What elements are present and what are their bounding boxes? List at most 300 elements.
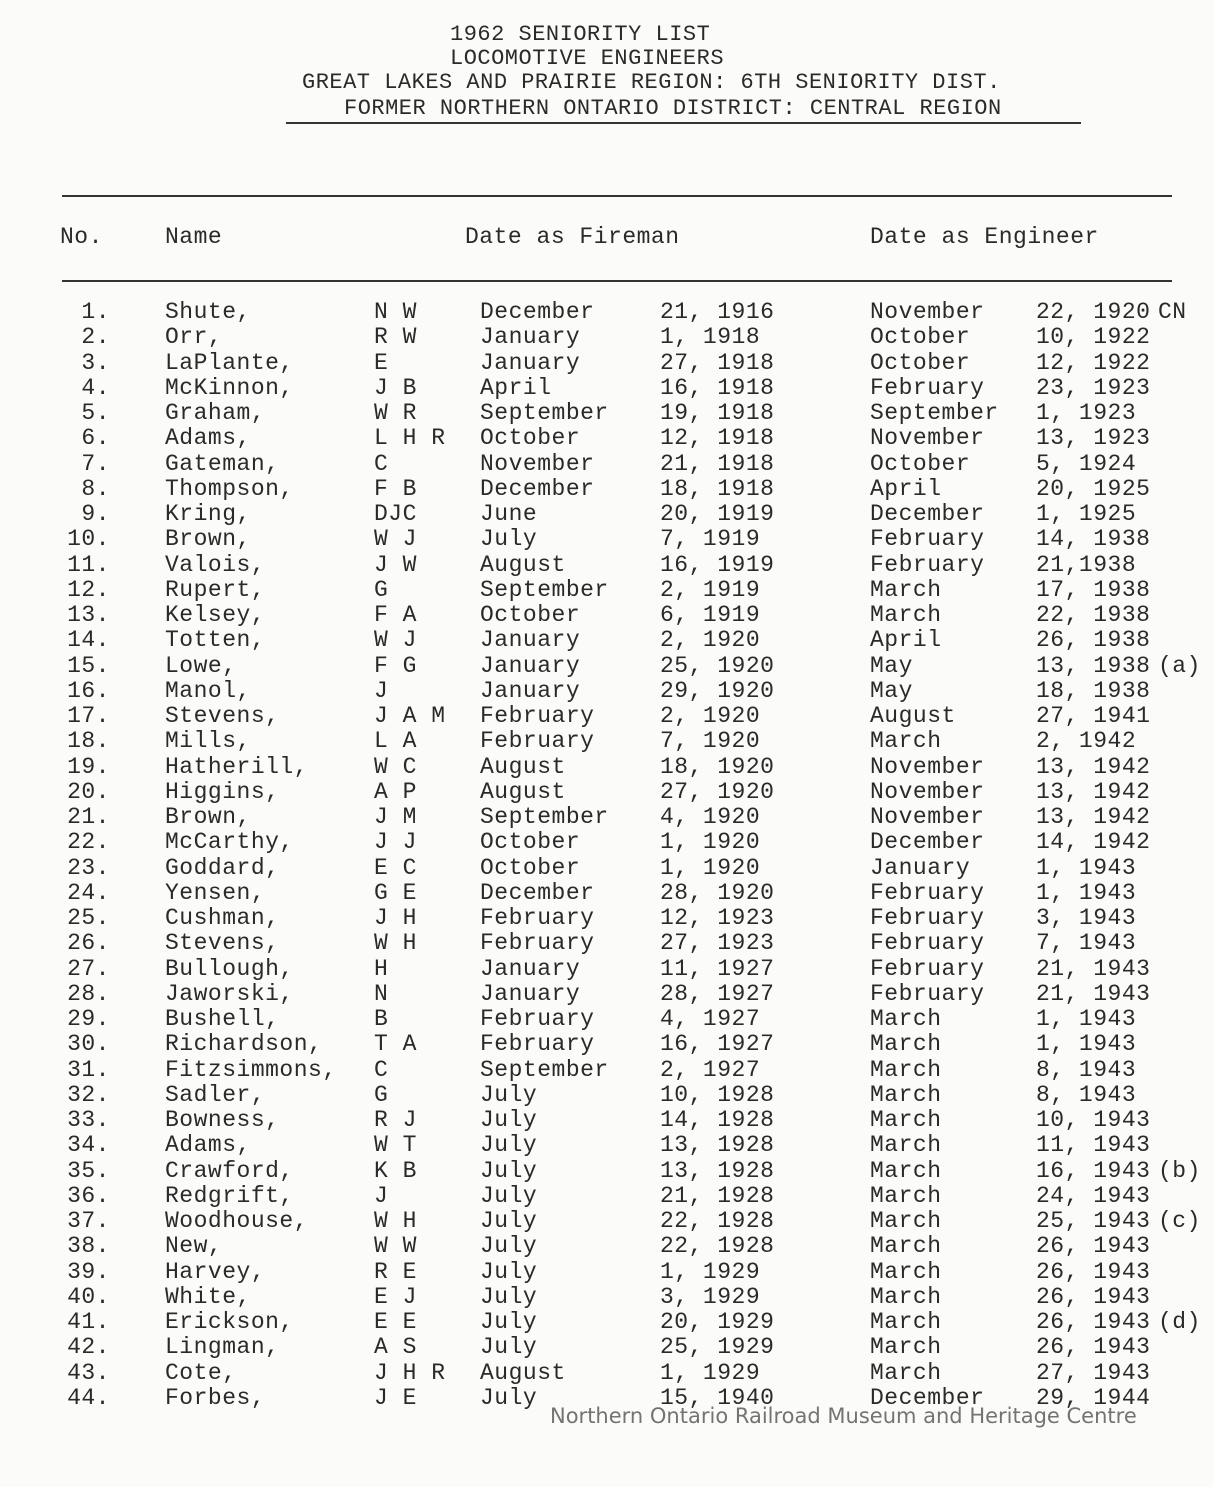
- row-engineer-month: November: [870, 425, 985, 452]
- row-name: Bullough,: [165, 955, 294, 982]
- row-initials: E: [374, 349, 389, 376]
- row-number: 39.: [67, 1258, 110, 1285]
- row-engineer-date: 24, 1943: [1036, 1182, 1151, 1209]
- row-fireman-month: August: [480, 1359, 566, 1386]
- row-engineer-date: 10, 1922: [1036, 324, 1151, 351]
- table-row: [0, 1133, 1214, 1158]
- table-row: [0, 351, 1214, 376]
- row-engineer-month: November: [870, 778, 985, 805]
- row-fireman-date: 22, 1928: [660, 1233, 775, 1260]
- title-underline: [286, 122, 1081, 124]
- row-engineer-month: November: [870, 299, 985, 325]
- row-fireman-month: January: [480, 324, 581, 351]
- row-note: (c): [1158, 1208, 1201, 1234]
- row-name: Stevens,: [165, 930, 280, 957]
- table-row: [0, 502, 1214, 527]
- row-fireman-month: July: [480, 1182, 538, 1209]
- row-number: 41.: [67, 1309, 110, 1335]
- table-row: [0, 729, 1214, 754]
- table-row: [0, 755, 1214, 780]
- row-initials: E E: [374, 1309, 417, 1335]
- row-fireman-date: 25, 1929: [660, 1334, 775, 1361]
- row-fireman-month: February: [480, 905, 595, 931]
- table-row: [0, 906, 1214, 931]
- row-engineer-month: March: [870, 1309, 942, 1335]
- row-name: Hatherill,: [165, 753, 309, 780]
- row-fireman-date: 7, 1919: [660, 526, 761, 553]
- row-engineer-month: February: [870, 374, 985, 401]
- row-initials: F B: [374, 475, 417, 502]
- row-number: 11.: [67, 551, 110, 578]
- row-engineer-month: March: [870, 576, 942, 603]
- row-fireman-month: July: [480, 1384, 538, 1411]
- row-name: Higgins,: [165, 778, 280, 805]
- row-fireman-month: July: [480, 1081, 538, 1108]
- row-number: 1.: [81, 299, 110, 325]
- row-name: Crawford,: [165, 1157, 294, 1184]
- row-initials: J: [374, 677, 389, 704]
- row-name: Woodhouse,: [165, 1208, 309, 1234]
- row-name: Adams,: [165, 425, 251, 452]
- row-engineer-date: 8, 1943: [1036, 1081, 1137, 1108]
- row-initials: R E: [374, 1258, 417, 1285]
- row-engineer-month: March: [870, 1031, 942, 1058]
- row-engineer-date: 1, 1943: [1036, 879, 1137, 906]
- row-name: Cote,: [165, 1359, 237, 1386]
- row-engineer-date: 27, 1941: [1036, 703, 1151, 729]
- row-fireman-month: July: [480, 1132, 538, 1159]
- row-initials: DJC: [374, 501, 417, 527]
- row-engineer-month: September: [870, 400, 999, 426]
- row-engineer-month: February: [870, 980, 985, 1007]
- row-name: Erickson,: [165, 1309, 294, 1335]
- row-initials: W H: [374, 930, 417, 957]
- row-engineer-month: October: [870, 450, 971, 477]
- title-line-4: FORMER NORTHERN ONTARIO DISTRICT: CENTRAL REGION: [344, 96, 1002, 121]
- row-initials: C: [374, 450, 389, 477]
- row-fireman-month: December: [480, 299, 595, 325]
- table-row: [0, 1083, 1214, 1108]
- table-row: [0, 603, 1214, 628]
- row-fireman-date: 7, 1920: [660, 728, 761, 755]
- table-row: [0, 1058, 1214, 1083]
- table-row: [0, 401, 1214, 426]
- row-number: 43.: [67, 1359, 110, 1386]
- table-row: [0, 931, 1214, 956]
- row-initials: C: [374, 1056, 389, 1083]
- title-line-2: LOCOMOTIVE ENGINEERS: [450, 46, 725, 71]
- table-row: [0, 805, 1214, 830]
- row-engineer-date: 1, 1925: [1036, 501, 1137, 527]
- row-name: Totten,: [165, 627, 266, 654]
- row-engineer-date: 11, 1943: [1036, 1132, 1151, 1159]
- row-fireman-date: 12, 1923: [660, 905, 775, 931]
- row-number: 15.: [67, 652, 110, 679]
- row-fireman-date: 11, 1927: [660, 955, 775, 982]
- title-line-1: 1962 SENIORITY LIST: [450, 22, 711, 47]
- row-engineer-month: March: [870, 1258, 942, 1285]
- row-fireman-date: 10, 1928: [660, 1081, 775, 1108]
- row-initials: J W: [374, 551, 417, 578]
- row-number: 6.: [81, 425, 110, 452]
- row-number: 18.: [67, 728, 110, 755]
- row-name: Sadler,: [165, 1081, 266, 1108]
- column-header-name: Name: [165, 224, 223, 250]
- row-initials: J J: [374, 829, 417, 856]
- table-row: [0, 1361, 1214, 1386]
- row-number: 29.: [67, 1006, 110, 1032]
- table-row: [0, 1184, 1214, 1209]
- row-fireman-date: 13, 1928: [660, 1132, 775, 1159]
- row-fireman-date: 27, 1918: [660, 349, 775, 376]
- row-engineer-month: March: [870, 1006, 942, 1032]
- row-fireman-date: 2, 1920: [660, 627, 761, 654]
- row-engineer-month: March: [870, 1283, 942, 1310]
- row-fireman-date: 16, 1919: [660, 551, 775, 578]
- row-number: 8.: [81, 475, 110, 502]
- row-number: 26.: [67, 930, 110, 957]
- row-engineer-month: March: [870, 1182, 942, 1209]
- row-fireman-month: January: [480, 652, 581, 679]
- row-name: LaPlante,: [165, 349, 294, 376]
- row-fireman-month: December: [480, 475, 595, 502]
- column-header-fireman: Date as Fireman: [465, 224, 680, 250]
- row-fireman-date: 2, 1920: [660, 703, 761, 729]
- row-engineer-month: February: [870, 551, 985, 578]
- row-fireman-date: 29, 1920: [660, 677, 775, 704]
- row-engineer-date: 18, 1938: [1036, 677, 1151, 704]
- row-initials: H: [374, 955, 389, 982]
- row-fireman-date: 2, 1927: [660, 1056, 761, 1083]
- row-number: 25.: [67, 905, 110, 931]
- row-engineer-date: 20, 1925: [1036, 475, 1151, 502]
- row-initials: J B: [374, 374, 417, 401]
- row-initials: G: [374, 1081, 389, 1108]
- row-name: Yensen,: [165, 879, 266, 906]
- row-number: 37.: [67, 1208, 110, 1234]
- row-name: Harvey,: [165, 1258, 266, 1285]
- row-engineer-date: 13, 1942: [1036, 804, 1151, 830]
- row-fireman-date: 21, 1928: [660, 1182, 775, 1209]
- row-engineer-month: April: [870, 475, 942, 502]
- row-engineer-month: March: [870, 1359, 942, 1386]
- row-number: 16.: [67, 677, 110, 704]
- row-engineer-date: 25, 1943: [1036, 1208, 1151, 1234]
- table-row: [0, 1310, 1214, 1335]
- row-engineer-month: November: [870, 804, 985, 830]
- row-fireman-date: 1, 1920: [660, 829, 761, 856]
- row-number: 38.: [67, 1233, 110, 1260]
- row-name: McCarthy,: [165, 829, 294, 856]
- row-engineer-date: 14, 1942: [1036, 829, 1151, 856]
- row-fireman-month: April: [480, 374, 552, 401]
- row-fireman-date: 12, 1918: [660, 425, 775, 452]
- row-number: 17.: [67, 703, 110, 729]
- row-engineer-month: May: [870, 677, 913, 704]
- row-fireman-month: July: [480, 1258, 538, 1285]
- row-name: Redgrift,: [165, 1182, 294, 1209]
- row-name: Mills,: [165, 728, 251, 755]
- row-name: Graham,: [165, 400, 266, 426]
- row-fireman-month: January: [480, 677, 581, 704]
- row-engineer-date: 26, 1943: [1036, 1233, 1151, 1260]
- row-fireman-month: January: [480, 627, 581, 654]
- row-fireman-month: September: [480, 400, 609, 426]
- row-number: 2.: [81, 324, 110, 351]
- row-initials: W T: [374, 1132, 417, 1159]
- watermark: Northern Ontario Railroad Museum and Heritage Centre: [550, 1404, 1137, 1428]
- table-row: [0, 1285, 1214, 1310]
- row-initials: J: [374, 1182, 389, 1209]
- row-name: Forbes,: [165, 1384, 266, 1411]
- table-row: [0, 1234, 1214, 1259]
- table-row: [0, 477, 1214, 502]
- row-initials: G E: [374, 879, 417, 906]
- row-initials: L H R: [374, 425, 446, 452]
- row-engineer-month: February: [870, 905, 985, 931]
- row-fireman-month: January: [480, 349, 581, 376]
- row-name: Gateman,: [165, 450, 280, 477]
- row-fireman-date: 28, 1927: [660, 980, 775, 1007]
- table-row: [0, 957, 1214, 982]
- row-engineer-date: 14, 1938: [1036, 526, 1151, 553]
- row-name: McKinnon,: [165, 374, 294, 401]
- row-fireman-date: 2, 1919: [660, 576, 761, 603]
- row-fireman-month: December: [480, 879, 595, 906]
- row-engineer-date: 1, 1923: [1036, 400, 1137, 426]
- row-number: 30.: [67, 1031, 110, 1058]
- row-engineer-date: 26, 1943: [1036, 1334, 1151, 1361]
- table-row: [0, 856, 1214, 881]
- row-initials: R J: [374, 1107, 417, 1133]
- table-row: [0, 881, 1214, 906]
- row-initials: K B: [374, 1157, 417, 1184]
- row-engineer-month: February: [870, 930, 985, 957]
- row-name: Shute,: [165, 299, 251, 325]
- row-number: 4.: [81, 374, 110, 401]
- row-fireman-month: October: [480, 425, 581, 452]
- row-initials: E J: [374, 1283, 417, 1310]
- row-engineer-month: December: [870, 829, 985, 856]
- table-row: [0, 654, 1214, 679]
- row-fireman-month: February: [480, 1006, 595, 1032]
- row-name: Manol,: [165, 677, 251, 704]
- row-engineer-date: 10, 1943: [1036, 1107, 1151, 1133]
- row-note: CN: [1158, 299, 1187, 325]
- row-fireman-month: January: [480, 955, 581, 982]
- row-fireman-month: August: [480, 551, 566, 578]
- row-fireman-date: 22, 1928: [660, 1208, 775, 1234]
- row-engineer-date: 3, 1943: [1036, 905, 1137, 931]
- row-number: 44.: [67, 1384, 110, 1411]
- table-row: [0, 376, 1214, 401]
- row-fireman-month: October: [480, 602, 581, 628]
- table-row: [0, 780, 1214, 805]
- row-fireman-month: July: [480, 1233, 538, 1260]
- row-engineer-month: March: [870, 1334, 942, 1361]
- row-fireman-month: July: [480, 1334, 538, 1361]
- table-row: [0, 1108, 1214, 1133]
- row-fireman-date: 1, 1918: [660, 324, 761, 351]
- row-initials: A P: [374, 778, 417, 805]
- row-fireman-date: 21, 1918: [660, 450, 775, 477]
- row-number: 5.: [81, 400, 110, 426]
- row-note: (b): [1158, 1157, 1201, 1184]
- table-row: [0, 628, 1214, 653]
- row-fireman-month: February: [480, 728, 595, 755]
- row-initials: W H: [374, 1208, 417, 1234]
- row-number: 7.: [81, 450, 110, 477]
- row-name: Richardson,: [165, 1031, 323, 1058]
- row-fireman-month: November: [480, 450, 595, 477]
- row-initials: N W: [374, 299, 417, 325]
- table-row: [0, 982, 1214, 1007]
- row-fireman-month: July: [480, 526, 538, 553]
- row-fireman-month: September: [480, 1056, 609, 1083]
- row-name: New,: [165, 1233, 223, 1260]
- row-fireman-date: 28, 1920: [660, 879, 775, 906]
- row-fireman-month: September: [480, 804, 609, 830]
- row-fireman-date: 18, 1918: [660, 475, 775, 502]
- row-fireman-date: 19, 1918: [660, 400, 775, 426]
- row-fireman-date: 6, 1919: [660, 602, 761, 628]
- row-fireman-date: 16, 1918: [660, 374, 775, 401]
- row-number: 28.: [67, 980, 110, 1007]
- row-number: 31.: [67, 1056, 110, 1083]
- row-engineer-month: December: [870, 1384, 985, 1411]
- row-engineer-month: March: [870, 1233, 942, 1260]
- row-fireman-date: 4, 1927: [660, 1006, 761, 1032]
- row-engineer-date: 22, 1938: [1036, 602, 1151, 628]
- row-name: Lowe,: [165, 652, 237, 679]
- row-initials: F G: [374, 652, 417, 679]
- table-row: [0, 553, 1214, 578]
- row-name: Kelsey,: [165, 602, 266, 628]
- row-number: 3.: [81, 349, 110, 376]
- table-row: [0, 679, 1214, 704]
- table-row: [0, 325, 1214, 350]
- row-engineer-month: March: [870, 1157, 942, 1184]
- row-fireman-date: 25, 1920: [660, 652, 775, 679]
- row-number: 14.: [67, 627, 110, 654]
- table-row: [0, 1032, 1214, 1057]
- row-initials: G: [374, 576, 389, 603]
- row-engineer-date: 29, 1944: [1036, 1384, 1151, 1411]
- row-initials: W R: [374, 400, 417, 426]
- row-engineer-date: 23, 1923: [1036, 374, 1151, 401]
- row-engineer-month: March: [870, 1208, 942, 1234]
- row-initials: J E: [374, 1384, 417, 1411]
- row-name: Fitzsimmons,: [165, 1056, 337, 1083]
- row-number: 32.: [67, 1081, 110, 1108]
- row-engineer-month: October: [870, 324, 971, 351]
- seniority-table: [0, 300, 1214, 1411]
- row-initials: R W: [374, 324, 417, 351]
- row-name: Brown,: [165, 804, 251, 830]
- row-engineer-date: 13, 1938: [1036, 652, 1151, 679]
- row-engineer-month: April: [870, 627, 942, 654]
- row-fireman-month: June: [480, 501, 538, 527]
- row-fireman-date: 4, 1920: [660, 804, 761, 830]
- table-row: [0, 1159, 1214, 1184]
- row-engineer-date: 13, 1942: [1036, 753, 1151, 780]
- row-engineer-month: October: [870, 349, 971, 376]
- header-rule-top: [62, 195, 1172, 197]
- row-number: 12.: [67, 576, 110, 603]
- row-fireman-date: 27, 1923: [660, 930, 775, 957]
- row-engineer-month: March: [870, 602, 942, 628]
- row-initials: T A: [374, 1031, 417, 1058]
- row-number: 42.: [67, 1334, 110, 1361]
- row-initials: B: [374, 1006, 389, 1032]
- table-row: [0, 578, 1214, 603]
- row-engineer-date: 2, 1942: [1036, 728, 1137, 755]
- row-engineer-month: March: [870, 1056, 942, 1083]
- table-row: [0, 527, 1214, 552]
- row-engineer-date: 1, 1943: [1036, 1006, 1137, 1032]
- row-fireman-month: July: [480, 1157, 538, 1184]
- row-number: 40.: [67, 1283, 110, 1310]
- row-number: 36.: [67, 1182, 110, 1209]
- row-initials: W J: [374, 526, 417, 553]
- row-engineer-month: February: [870, 879, 985, 906]
- row-number: 10.: [67, 526, 110, 553]
- table-row: [0, 300, 1214, 325]
- row-engineer-date: 1, 1943: [1036, 1031, 1137, 1058]
- row-name: White,: [165, 1283, 251, 1310]
- row-engineer-date: 21,1938: [1036, 551, 1137, 578]
- row-fireman-month: February: [480, 703, 595, 729]
- row-engineer-date: 26, 1938: [1036, 627, 1151, 654]
- row-fireman-month: August: [480, 778, 566, 805]
- row-name: Orr,: [165, 324, 223, 351]
- row-engineer-month: March: [870, 1081, 942, 1108]
- row-number: 34.: [67, 1132, 110, 1159]
- table-row: [0, 704, 1214, 729]
- row-initials: W C: [374, 753, 417, 780]
- title-line-3: GREAT LAKES AND PRAIRIE REGION: 6TH SENIORITY DIST.: [302, 70, 1001, 95]
- table-row: [0, 1260, 1214, 1285]
- row-engineer-date: 13, 1923: [1036, 425, 1151, 452]
- row-note: (a): [1158, 652, 1201, 679]
- row-fireman-month: September: [480, 576, 609, 603]
- row-fireman-month: July: [480, 1283, 538, 1310]
- row-engineer-date: 7, 1943: [1036, 930, 1137, 957]
- header-rule-bottom: [62, 280, 1172, 282]
- row-initials: J M: [374, 804, 417, 830]
- row-initials: E C: [374, 854, 417, 881]
- table-row: [0, 426, 1214, 451]
- row-number: 21.: [67, 804, 110, 830]
- row-initials: L A: [374, 728, 417, 755]
- row-name: Valois,: [165, 551, 266, 578]
- row-engineer-date: 8, 1943: [1036, 1056, 1137, 1083]
- row-initials: J H: [374, 905, 417, 931]
- row-fireman-date: 1, 1929: [660, 1359, 761, 1386]
- row-number: 13.: [67, 602, 110, 628]
- row-fireman-date: 21, 1916: [660, 299, 775, 325]
- row-engineer-date: 12, 1922: [1036, 349, 1151, 376]
- row-name: Jaworski,: [165, 980, 294, 1007]
- row-fireman-date: 20, 1919: [660, 501, 775, 527]
- row-fireman-date: 27, 1920: [660, 778, 775, 805]
- row-engineer-month: March: [870, 1107, 942, 1133]
- row-name: Brown,: [165, 526, 251, 553]
- row-initials: J A M: [374, 703, 446, 729]
- row-engineer-month: February: [870, 955, 985, 982]
- row-number: 35.: [67, 1157, 110, 1184]
- row-engineer-date: 26, 1943: [1036, 1283, 1151, 1310]
